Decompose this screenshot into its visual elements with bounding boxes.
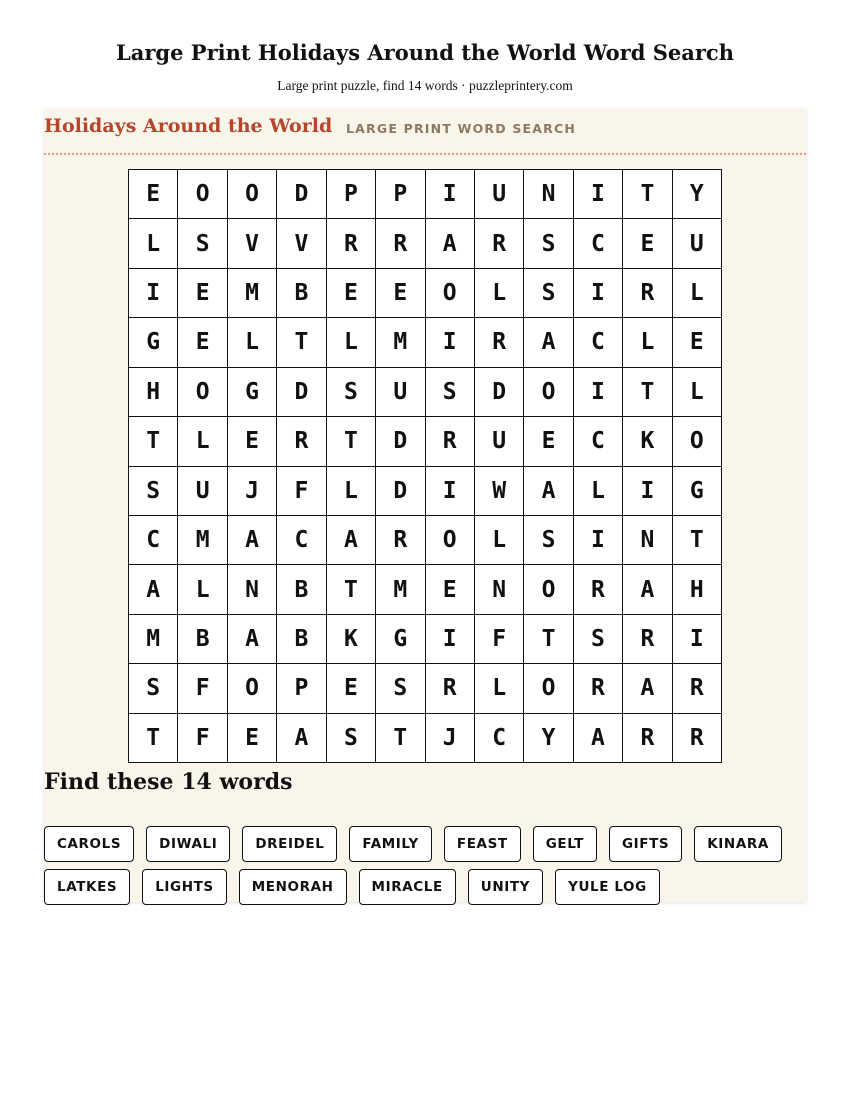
grid-cell[interactable]: O — [178, 368, 227, 417]
grid-cell[interactable]: R — [475, 318, 524, 367]
word-chip[interactable]: CAROLS — [44, 826, 134, 862]
grid-cell[interactable]: R — [327, 219, 376, 268]
grid-cell[interactable]: O — [524, 368, 573, 417]
word-list-heading: Find these 14 words — [44, 769, 293, 795]
grid-cell[interactable]: I — [623, 467, 672, 516]
grid-cell[interactable]: M — [228, 269, 277, 318]
grid-cell[interactable]: R — [574, 664, 623, 713]
grid-cell[interactable]: D — [376, 417, 425, 466]
grid-cell[interactable]: M — [376, 565, 425, 614]
grid-cell[interactable]: R — [426, 417, 475, 466]
word-chip[interactable]: GIFTS — [609, 826, 682, 862]
grid-cell[interactable]: S — [178, 219, 227, 268]
grid-cell[interactable]: H — [129, 368, 178, 417]
grid-cell[interactable]: R — [376, 516, 425, 565]
grid-cell[interactable]: B — [178, 615, 227, 664]
grid-cell[interactable]: G — [673, 467, 722, 516]
grid-cell[interactable]: R — [475, 219, 524, 268]
grid-cell[interactable]: G — [228, 368, 277, 417]
grid-cell[interactable]: E — [178, 318, 227, 367]
word-chip[interactable]: GELT — [533, 826, 597, 862]
grid-cell[interactable]: G — [129, 318, 178, 367]
word-chip[interactable]: MENORAH — [239, 869, 347, 905]
grid-cell[interactable]: L — [327, 467, 376, 516]
word-chip[interactable]: DREIDEL — [242, 826, 337, 862]
word-chip[interactable]: LIGHTS — [142, 869, 227, 905]
grid-cell[interactable]: K — [327, 615, 376, 664]
grid-cell[interactable]: J — [426, 714, 475, 763]
grid-cell[interactable]: L — [673, 269, 722, 318]
grid-cell[interactable]: G — [376, 615, 425, 664]
grid-cell[interactable]: T — [129, 714, 178, 763]
grid-cell[interactable]: C — [574, 417, 623, 466]
grid-cell[interactable]: C — [574, 219, 623, 268]
grid-cell[interactable]: R — [673, 664, 722, 713]
grid-cell[interactable]: A — [524, 318, 573, 367]
grid-cell[interactable]: T — [327, 417, 376, 466]
grid-cell[interactable]: V — [277, 219, 326, 268]
grid-cell[interactable]: S — [426, 368, 475, 417]
grid-cell[interactable]: O — [178, 170, 227, 219]
grid-cell[interactable]: S — [524, 269, 573, 318]
grid-cell[interactable]: L — [475, 269, 524, 318]
grid-cell[interactable]: K — [623, 417, 672, 466]
grid-cell[interactable]: A — [228, 516, 277, 565]
grid-cell[interactable]: U — [673, 219, 722, 268]
grid-cell[interactable]: B — [277, 269, 326, 318]
grid-cell[interactable]: L — [623, 318, 672, 367]
word-bank — [44, 826, 784, 905]
grid-cell[interactable]: E — [228, 417, 277, 466]
grid-cell[interactable]: E — [327, 269, 376, 318]
grid-cell[interactable]: U — [475, 417, 524, 466]
grid-cell[interactable]: L — [574, 467, 623, 516]
grid-cell[interactable]: R — [673, 714, 722, 763]
grid-cell[interactable]: A — [129, 565, 178, 614]
grid-cell[interactable]: L — [228, 318, 277, 367]
grid-cell[interactable]: I — [129, 269, 178, 318]
grid-cell[interactable]: T — [524, 615, 573, 664]
grid-cell[interactable]: T — [277, 318, 326, 367]
word-chip[interactable]: LATKES — [44, 869, 130, 905]
word-chip[interactable]: FAMILY — [349, 826, 431, 862]
grid-cell[interactable]: T — [623, 170, 672, 219]
grid-cell[interactable]: O — [228, 664, 277, 713]
grid-cell[interactable]: M — [178, 516, 227, 565]
grid-cell[interactable]: E — [426, 565, 475, 614]
grid-cell[interactable]: U — [376, 368, 425, 417]
grid-cell[interactable]: I — [673, 615, 722, 664]
grid-cell[interactable]: R — [574, 565, 623, 614]
grid-cell[interactable]: I — [574, 170, 623, 219]
grid-cell[interactable]: O — [673, 417, 722, 466]
grid-cell[interactable]: L — [129, 219, 178, 268]
grid-cell[interactable]: S — [327, 714, 376, 763]
grid-cell[interactable]: R — [623, 269, 672, 318]
card-title: Holidays Around the World — [44, 115, 333, 137]
grid-cell[interactable]: J — [228, 467, 277, 516]
grid-cell[interactable]: F — [277, 467, 326, 516]
grid-cell[interactable]: E — [524, 417, 573, 466]
grid-cell[interactable]: D — [376, 467, 425, 516]
grid-cell[interactable]: A — [327, 516, 376, 565]
grid-cell[interactable]: Y — [673, 170, 722, 219]
grid-cell[interactable]: L — [475, 664, 524, 713]
page-subtitle: Large print puzzle, find 14 words · puzzleprintery.com — [277, 78, 573, 93]
grid-cell[interactable]: R — [376, 219, 425, 268]
grid-cell[interactable]: F — [178, 714, 227, 763]
grid-cell[interactable]: E — [129, 170, 178, 219]
grid-cell[interactable]: O — [426, 516, 475, 565]
grid-cell[interactable]: P — [376, 170, 425, 219]
grid-cell[interactable]: A — [524, 467, 573, 516]
grid-cell[interactable]: B — [277, 615, 326, 664]
grid-cell[interactable]: C — [475, 714, 524, 763]
grid-cell[interactable]: M — [376, 318, 425, 367]
grid-cell[interactable]: Y — [524, 714, 573, 763]
grid-cell[interactable]: S — [524, 219, 573, 268]
grid-cell[interactable]: T — [673, 516, 722, 565]
grid-cell[interactable]: O — [524, 664, 573, 713]
grid-cell[interactable]: I — [574, 269, 623, 318]
word-chip[interactable]: KINARA — [694, 826, 782, 862]
grid-cell[interactable]: I — [426, 467, 475, 516]
grid-cell[interactable]: A — [623, 664, 672, 713]
word-chip[interactable]: UNITY — [468, 869, 543, 905]
card-kicker: LARGE PRINT WORD SEARCH — [346, 121, 577, 136]
grid-cell[interactable]: E — [178, 269, 227, 318]
grid-cell[interactable]: S — [129, 664, 178, 713]
grid-cell[interactable]: B — [277, 565, 326, 614]
grid-cell[interactable]: P — [277, 664, 326, 713]
grid-cell[interactable]: E — [376, 269, 425, 318]
grid-cell[interactable]: T — [376, 714, 425, 763]
grid-cell[interactable]: N — [228, 565, 277, 614]
grid-cell[interactable]: R — [623, 615, 672, 664]
grid-cell[interactable]: S — [524, 516, 573, 565]
grid-cell[interactable]: I — [426, 318, 475, 367]
grid-cell[interactable]: E — [228, 714, 277, 763]
page-title: Large Print Holidays Around the World Word Search — [116, 40, 734, 65]
grid-cell[interactable]: L — [327, 318, 376, 367]
puzzle-card — [44, 109, 806, 902]
grid-cell[interactable]: N — [623, 516, 672, 565]
grid-cell[interactable]: I — [574, 368, 623, 417]
grid-cell[interactable]: N — [475, 565, 524, 614]
grid-cell[interactable]: D — [277, 368, 326, 417]
grid-cell[interactable]: A — [574, 714, 623, 763]
grid-cell[interactable]: V — [228, 219, 277, 268]
grid-cell[interactable]: N — [524, 170, 573, 219]
grid-cell[interactable]: O — [426, 269, 475, 318]
grid-cell[interactable]: C — [129, 516, 178, 565]
grid-cell[interactable]: I — [426, 170, 475, 219]
grid-cell[interactable]: D — [277, 170, 326, 219]
grid-cell[interactable]: L — [178, 565, 227, 614]
grid-cell[interactable]: T — [327, 565, 376, 614]
grid-cell[interactable]: P — [327, 170, 376, 219]
grid-cell[interactable]: A — [228, 615, 277, 664]
card-header — [44, 109, 806, 155]
grid-cell[interactable]: D — [475, 368, 524, 417]
grid-cell[interactable]: E — [673, 318, 722, 367]
grid-cell[interactable]: R — [426, 664, 475, 713]
grid-cell[interactable]: L — [178, 417, 227, 466]
grid-cell[interactable]: R — [277, 417, 326, 466]
grid-cell[interactable]: A — [426, 219, 475, 268]
grid-cell[interactable]: C — [574, 318, 623, 367]
grid-cell[interactable]: E — [623, 219, 672, 268]
grid-cell[interactable]: C — [277, 516, 326, 565]
grid-cell[interactable]: L — [673, 368, 722, 417]
grid-cell[interactable]: I — [426, 615, 475, 664]
grid-cell[interactable]: S — [376, 664, 425, 713]
grid-cell[interactable]: I — [574, 516, 623, 565]
grid-cell[interactable]: T — [623, 368, 672, 417]
word-chip[interactable]: DIWALI — [146, 826, 230, 862]
grid-cell[interactable]: M — [129, 615, 178, 664]
word-chip[interactable]: MIRACLE — [359, 869, 456, 905]
grid-cell[interactable]: A — [623, 565, 672, 614]
grid-cell[interactable]: S — [574, 615, 623, 664]
grid-cell[interactable]: R — [623, 714, 672, 763]
grid-cell[interactable]: O — [228, 170, 277, 219]
grid-cell[interactable]: E — [327, 664, 376, 713]
grid-cell[interactable]: U — [178, 467, 227, 516]
grid-cell[interactable]: S — [129, 467, 178, 516]
word-chip[interactable]: FEAST — [444, 826, 521, 862]
grid-cell[interactable]: F — [178, 664, 227, 713]
grid-cell[interactable]: L — [475, 516, 524, 565]
grid-cell[interactable]: O — [524, 565, 573, 614]
grid-cell[interactable]: W — [475, 467, 524, 516]
letter-grid — [128, 169, 722, 763]
grid-cell[interactable]: T — [129, 417, 178, 466]
grid-cell[interactable]: S — [327, 368, 376, 417]
grid-cell[interactable]: U — [475, 170, 524, 219]
grid-cell[interactable]: F — [475, 615, 524, 664]
grid-cell[interactable]: H — [673, 565, 722, 614]
word-chip[interactable]: YULE LOG — [555, 869, 660, 905]
grid-cell[interactable]: A — [277, 714, 326, 763]
